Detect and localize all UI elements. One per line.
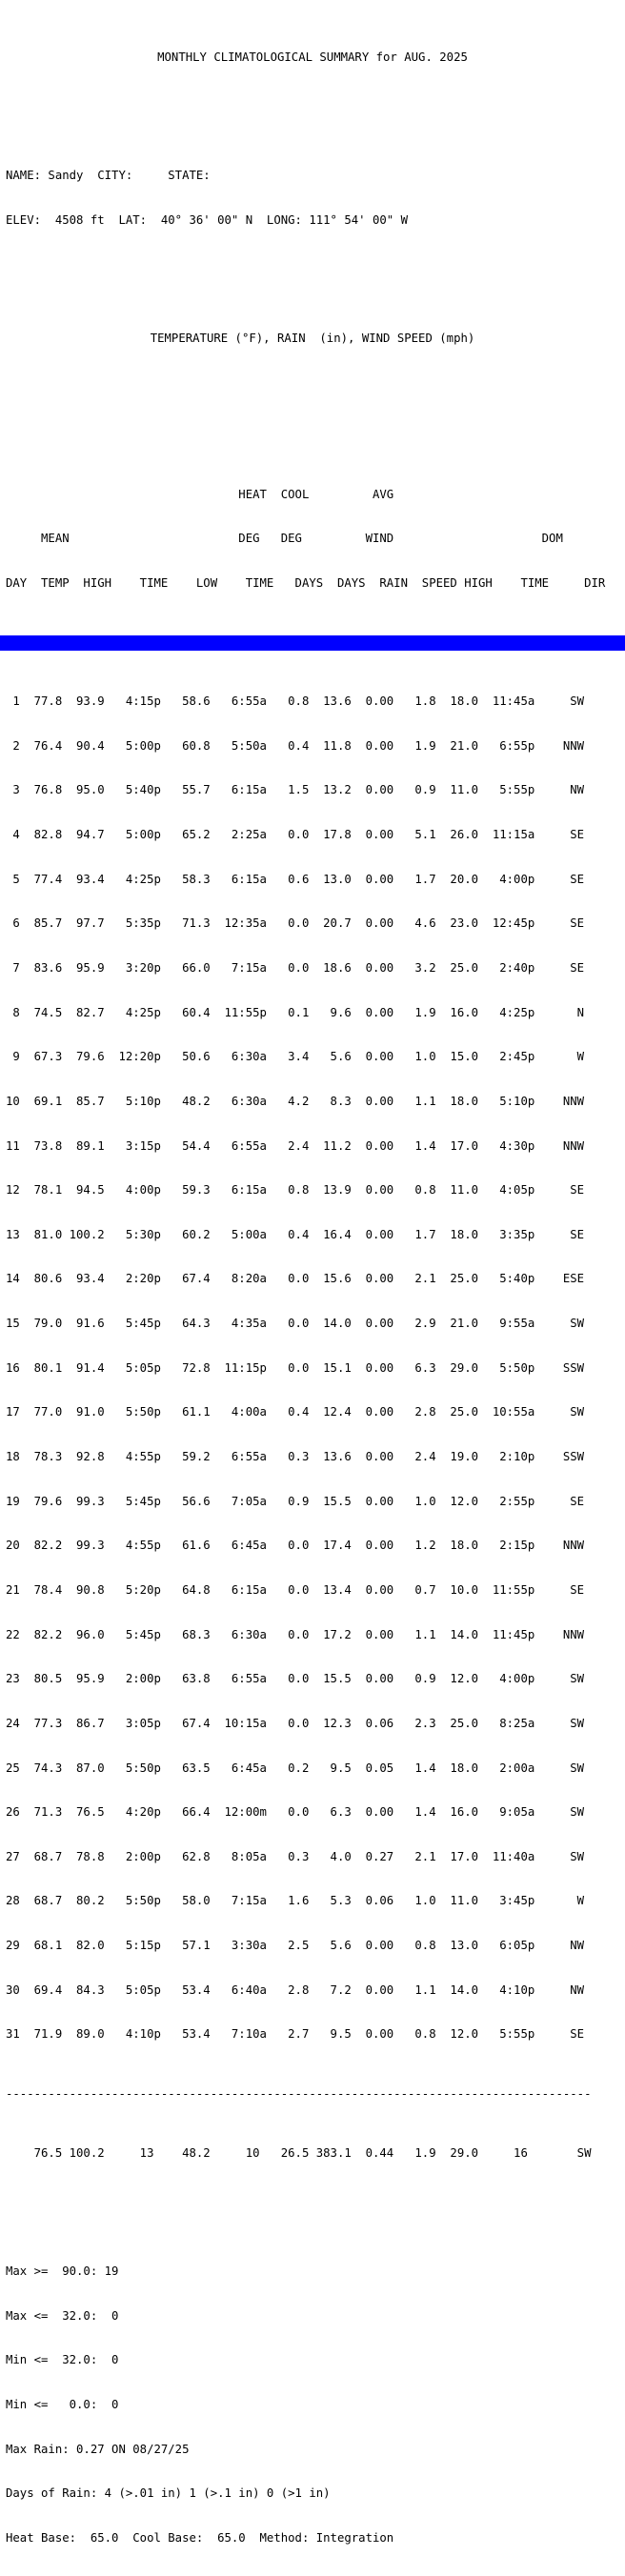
summary-line: Heat Base: 65.0 Cool Base: 65.0 Method: Integration <box>6 2530 394 2545</box>
spacer <box>0 110 625 125</box>
table-row: 21 78.4 90.8 5:20p 64.8 6:15a 0.0 13.4 0.00 0.7 10.0 11:55p SE <box>6 1582 585 1597</box>
summary-line: Max >= 90.0: 19 <box>6 2264 119 2279</box>
table-row: 28 68.7 80.2 5:50p 58.0 7:15a 1.6 5.3 0.06 1.0 11.0 3:45p W <box>6 1894 585 1908</box>
station-location-line: ELEV: 4508 ft LAT: 40° 36' 00" N LONG: 111° 54' 00" W <box>6 212 408 227</box>
column-header-line-1: HEAT COOL AVG <box>6 487 394 501</box>
spacer <box>0 435 625 443</box>
table-row: 10 69.1 85.7 5:10p 48.2 6:30a 4.2 8.3 0.00 1.1 18.0 5:10p NNW <box>6 1094 585 1108</box>
table-row: 2 76.4 90.4 5:00p 60.8 5:50a 0.4 11.8 0.00 1.9 21.0 6:55p NNW <box>6 738 585 753</box>
spacer <box>0 2205 625 2221</box>
table-row: 13 81.0 100.2 5:30p 60.2 5:00a 0.4 16.4 0.00 1.7 18.0 3:35p SE <box>6 1227 585 1241</box>
table-row: 26 71.3 76.5 4:20p 66.4 12:00m 0.0 6.3 0.00 1.4 16.0 9:05a SW <box>6 1805 585 1820</box>
report-title: MONTHLY CLIMATOLOGICAL SUMMARY for AUG. 2025 <box>157 50 468 64</box>
table-row: 18 78.3 92.8 4:55p 59.2 6:55a 0.3 13.6 0.00 2.4 19.0 2:10p SSW <box>6 1450 585 1464</box>
summary-line: Min <= 0.0: 0 <box>6 2398 119 2412</box>
table-row: 4 82.8 94.7 5:00p 65.2 2:25a 0.0 17.8 0.00 5.1 26.0 11:15a SE <box>6 828 585 842</box>
station-identity-line: NAME: Sandy CITY: STATE: <box>6 169 211 183</box>
table-row: 19 79.6 99.3 5:45p 56.6 7:05a 0.9 15.5 0.00 1.0 12.0 2:55p SE <box>6 1494 585 1508</box>
table-row: 8 74.5 82.7 4:25p 60.4 11:55p 0.1 9.6 0.00 1.9 16.0 4:25p N <box>6 1005 585 1019</box>
table-row: 23 80.5 95.9 2:00p 63.8 6:55a 0.0 15.5 0.00 0.9 12.0 4:00p SW <box>6 1672 585 1686</box>
table-totals-row: 76.5 100.2 13 48.2 10 26.5 383.1 0.44 1.9 29.0 16 SW <box>6 2145 592 2160</box>
summary-line: Min <= 32.0: 0 <box>6 2353 119 2367</box>
table-row: 14 80.6 93.4 2:20p 67.4 8:20a 0.0 15.6 0.00 2.1 25.0 5:40p ESE <box>6 1272 585 1286</box>
table-row: 31 71.9 89.0 4:10p 53.4 7:10a 2.7 9.5 0.00 0.8 12.0 5:55p SE <box>6 2027 585 2042</box>
table-row: 7 83.6 95.9 3:20p 66.0 7:15a 0.0 18.6 0.00 3.2 25.0 2:40p SE <box>6 961 585 975</box>
summary-line: Days of Rain: 4 (>.01 in) 1 (>.1 in) 0 (>1 in) <box>6 2486 331 2501</box>
table-row: 25 74.3 87.0 5:50p 63.5 6:45a 0.2 9.5 0.05 1.4 18.0 2:00a SW <box>6 1761 585 1775</box>
spacer <box>0 391 625 406</box>
summary-line: Max Rain: 0.27 ON 08/27/25 <box>6 2442 190 2456</box>
column-header-line-2: MEAN DEG DEG WIND DOM <box>6 532 563 546</box>
table-row: 17 77.0 91.0 5:50p 61.1 4:00a 0.4 12.4 0.00 2.8 25.0 10:55a SW <box>6 1405 585 1419</box>
table-row: 3 76.8 95.0 5:40p 55.7 6:15a 1.5 13.2 0.00 0.9 11.0 5:55p NW <box>6 783 585 797</box>
table-row: 11 73.8 89.1 3:15p 54.4 6:55a 2.4 11.2 0.00 1.4 17.0 4:30p NNW <box>6 1138 585 1153</box>
table-row: 12 78.1 94.5 4:00p 59.3 6:15a 0.8 13.9 0.00 0.8 11.0 4:05p SE <box>6 1183 585 1197</box>
units-line: TEMPERATURE (°F), RAIN (in), WIND SPEED (mph) <box>150 332 475 346</box>
footer-divider: ----------------------------------------------------------------------------------- <box>6 2086 592 2101</box>
column-header-line-3: DAY TEMP HIGH TIME LOW TIME DAYS DAYS RAIN SPEED HIGH TIME DIR <box>6 575 606 590</box>
table-row: 1 77.8 93.9 4:15p 58.6 6:55a 0.8 13.6 0.00 1.8 18.0 11:45a SW <box>6 694 585 709</box>
table-row: 22 82.2 96.0 5:45p 68.3 6:30a 0.0 17.2 0.00 1.1 14.0 11:45p NNW <box>6 1627 585 1641</box>
header-divider-highlight: ----------------------------------------------------------------------------------- <box>0 635 625 651</box>
table-row: 29 68.1 82.0 5:15p 57.1 3:30a 2.5 5.6 0.00 0.8 13.0 6:05p NW <box>6 1939 585 1953</box>
table-row: 30 69.4 84.3 5:05p 53.4 6:40a 2.8 7.2 0.00 1.1 14.0 4:10p NW <box>6 1982 585 1997</box>
table-row: 20 82.2 99.3 4:55p 61.6 6:45a 0.0 17.4 0.00 1.2 18.0 2:15p NNW <box>6 1539 585 1553</box>
spacer <box>0 272 625 288</box>
table-row: 6 85.7 97.7 5:35p 71.3 12:35a 0.0 20.7 0.00 4.6 23.0 12:45p SE <box>6 916 585 931</box>
summary-line: Max <= 32.0: 0 <box>6 2308 119 2323</box>
table-row: 5 77.4 93.4 4:25p 58.3 6:15a 0.6 13.0 0.00 1.7 20.0 4:00p SE <box>6 872 585 886</box>
table-row: 24 77.3 86.7 3:05p 67.4 10:15a 0.0 12.3 0.06 2.3 25.0 8:25a SW <box>6 1716 585 1730</box>
table-row: 27 68.7 78.8 2:00p 62.8 8:05a 0.3 4.0 0.27 2.1 17.0 11:40a SW <box>6 1849 585 1863</box>
table-row: 15 79.0 91.6 5:45p 64.3 4:35a 0.0 14.0 0.00 2.9 21.0 9:55a SW <box>6 1317 585 1331</box>
table-row: 9 67.3 79.6 12:20p 50.6 6:30a 3.4 5.6 0.00 1.0 15.0 2:45p W <box>6 1050 585 1064</box>
table-row: 16 80.1 91.4 5:05p 72.8 11:15p 0.0 15.1 0.00 6.3 29.0 5:50p SSW <box>6 1360 585 1375</box>
